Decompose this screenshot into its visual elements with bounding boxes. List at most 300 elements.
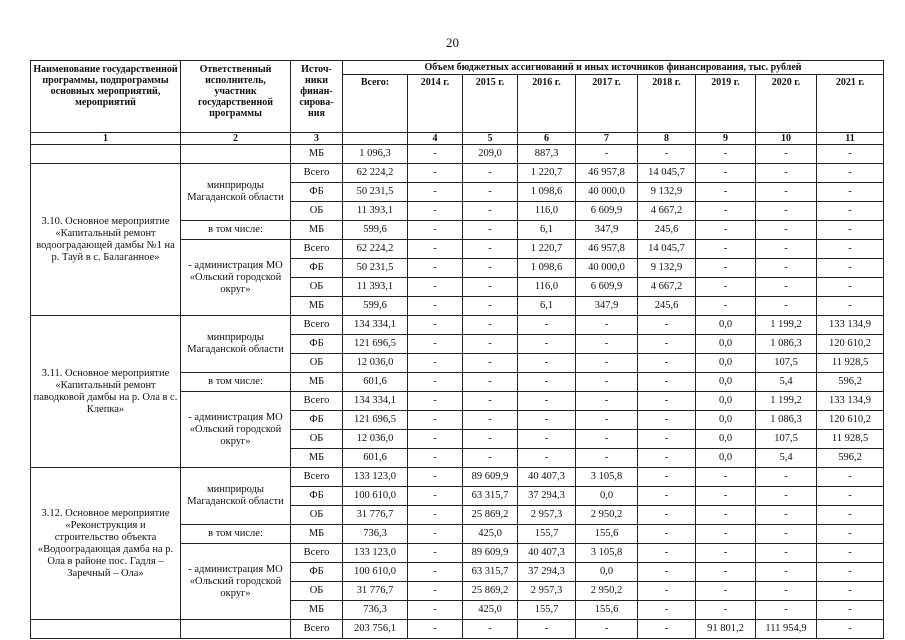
header-responsible: Ответственный исполнитель, участник государственной программы (181, 61, 291, 133)
header-index: 9 (696, 133, 756, 145)
header-index: 3 (291, 133, 343, 145)
budget-table (30, 60, 884, 639)
source-cell: ОБ (291, 430, 343, 449)
value-cell: 596,2 (817, 373, 884, 392)
value-cell: - (408, 202, 463, 221)
value-cell: 37 294,3 (518, 487, 576, 506)
value-cell: - (518, 411, 576, 430)
value-cell: 3 105,8 (576, 468, 638, 487)
value-cell: - (408, 316, 463, 335)
value-cell: 1 199,2 (756, 392, 817, 411)
value-cell: 887,3 (518, 145, 576, 164)
value-cell: 40 000,0 (576, 259, 638, 278)
value-cell: - (817, 145, 884, 164)
value-cell: 50 231,5 (343, 183, 408, 202)
value-cell: 347,9 (576, 221, 638, 240)
table-row (31, 316, 884, 335)
value-cell: - (408, 430, 463, 449)
value-cell: - (638, 354, 696, 373)
program-name: 3.10. Основное мероприятие «Капитальный ремонт водооградающей дамбы №1 на р. Тауй в с. Балаганное» (31, 164, 181, 316)
value-cell: - (518, 354, 576, 373)
value-cell: 5,4 (756, 373, 817, 392)
value-cell: - (817, 468, 884, 487)
value-cell: 116,0 (518, 202, 576, 221)
value-cell: - (696, 259, 756, 278)
value-cell: 9 132,9 (638, 183, 696, 202)
value-cell: 0,0 (696, 335, 756, 354)
header-year: 2015 г. (463, 75, 518, 133)
value-cell: 111 954,9 (756, 620, 817, 639)
table-row (31, 468, 884, 487)
source-cell: ОБ (291, 278, 343, 297)
header-source: Источ-ники финан-сирова-ния (291, 61, 343, 133)
value-cell: 25 869,2 (463, 582, 518, 601)
value-cell: 736,3 (343, 525, 408, 544)
page-number: 20 (446, 35, 459, 50)
source-cell: ФБ (291, 183, 343, 202)
value-cell: - (463, 373, 518, 392)
value-cell: - (696, 202, 756, 221)
value-cell: - (408, 525, 463, 544)
value-cell: 0,0 (696, 316, 756, 335)
value-cell: - (817, 240, 884, 259)
value-cell: - (756, 297, 817, 316)
value-cell: - (817, 582, 884, 601)
source-cell: ОБ (291, 506, 343, 525)
value-cell: 0,0 (696, 449, 756, 468)
value-cell: - (756, 278, 817, 297)
value-cell: - (638, 373, 696, 392)
source-cell: Всего (291, 392, 343, 411)
header-index: 8 (638, 133, 696, 145)
header-index: 5 (463, 133, 518, 145)
including-label: в том числе: (181, 373, 291, 392)
value-cell: 31 776,7 (343, 582, 408, 601)
source-cell: Всего (291, 468, 343, 487)
value-cell: - (756, 183, 817, 202)
value-cell: - (756, 487, 817, 506)
value-cell: - (638, 544, 696, 563)
value-cell: 1 098,6 (518, 259, 576, 278)
value-cell: - (518, 430, 576, 449)
value-cell: 0,0 (696, 354, 756, 373)
source-cell: Всего (291, 240, 343, 259)
value-cell: 6,1 (518, 297, 576, 316)
participant-executor: - администрация МО «Ольский городской округ» (181, 392, 291, 468)
value-cell: - (696, 525, 756, 544)
value-cell: - (576, 145, 638, 164)
including-label: в том числе: (181, 525, 291, 544)
value-cell: 601,6 (343, 373, 408, 392)
value-cell: 107,5 (756, 430, 817, 449)
value-cell: - (463, 411, 518, 430)
value-cell: - (696, 297, 756, 316)
value-cell: - (638, 430, 696, 449)
source-cell: МБ (291, 449, 343, 468)
value-cell: 25 869,2 (463, 506, 518, 525)
value-cell: - (463, 335, 518, 354)
value-cell: - (408, 259, 463, 278)
value-cell: - (408, 354, 463, 373)
value-cell: - (408, 392, 463, 411)
value-cell: - (576, 354, 638, 373)
value-cell: 1 199,2 (756, 316, 817, 335)
participant-executor: - администрация МО «Ольский городской округ» (181, 240, 291, 316)
value-cell: - (638, 145, 696, 164)
value-cell: - (638, 525, 696, 544)
header-index (343, 133, 408, 145)
value-cell: - (756, 525, 817, 544)
value-cell: 155,7 (518, 525, 576, 544)
source-cell: МБ (291, 221, 343, 240)
value-cell: - (463, 316, 518, 335)
source-cell: ФБ (291, 563, 343, 582)
value-cell: - (408, 164, 463, 183)
value-cell: - (638, 468, 696, 487)
value-cell: - (463, 354, 518, 373)
value-cell: - (463, 430, 518, 449)
value-cell: 12 036,0 (343, 430, 408, 449)
source-cell: ФБ (291, 259, 343, 278)
program-name: 3.12. Основное мероприятие «Реконструкция и строительство объекта «Водооградающая дамба на р. Ола в районе пос. Гадля – Заречный – Ола» (31, 468, 181, 620)
value-cell: - (463, 164, 518, 183)
source-cell: ОБ (291, 582, 343, 601)
value-cell: - (756, 563, 817, 582)
value-cell: - (756, 506, 817, 525)
value-cell: 2 950,2 (576, 506, 638, 525)
value-cell: - (756, 601, 817, 620)
value-cell: - (638, 411, 696, 430)
header-index: 7 (576, 133, 638, 145)
value-cell: 1 220,7 (518, 164, 576, 183)
value-cell: - (817, 221, 884, 240)
value-cell: 40 407,3 (518, 544, 576, 563)
value-cell: 100 610,0 (343, 563, 408, 582)
header-year: 2018 г. (638, 75, 696, 133)
value-cell: 63 315,7 (463, 563, 518, 582)
value-cell: - (817, 278, 884, 297)
value-cell: 134 334,1 (343, 316, 408, 335)
value-cell: - (638, 506, 696, 525)
value-cell: - (408, 221, 463, 240)
value-cell: - (408, 278, 463, 297)
value-cell: - (408, 544, 463, 563)
value-cell: 203 756,1 (343, 620, 408, 639)
value-cell: 0,0 (696, 411, 756, 430)
source-cell: ОБ (291, 202, 343, 221)
value-cell: 40 000,0 (576, 183, 638, 202)
header-year: 2019 г. (696, 75, 756, 133)
value-cell: - (576, 373, 638, 392)
value-cell: 120 610,2 (817, 411, 884, 430)
value-cell: - (756, 240, 817, 259)
value-cell: - (638, 582, 696, 601)
value-cell: 14 045,7 (638, 164, 696, 183)
value-cell: - (408, 468, 463, 487)
value-cell: 6,1 (518, 221, 576, 240)
value-cell: - (696, 544, 756, 563)
value-cell: - (463, 620, 518, 639)
empty-cell (181, 145, 291, 164)
value-cell: - (638, 449, 696, 468)
value-cell: 116,0 (518, 278, 576, 297)
value-cell: - (463, 183, 518, 202)
value-cell: - (576, 316, 638, 335)
value-cell: - (756, 468, 817, 487)
value-cell: - (696, 145, 756, 164)
value-cell: - (408, 620, 463, 639)
value-cell: 1 098,6 (518, 183, 576, 202)
source-cell: МБ (291, 601, 343, 620)
value-cell: - (576, 430, 638, 449)
value-cell: 0,0 (696, 373, 756, 392)
value-cell: 40 407,3 (518, 468, 576, 487)
value-cell: 133 134,9 (817, 392, 884, 411)
value-cell: - (756, 544, 817, 563)
value-cell: - (518, 620, 576, 639)
value-cell: 12 036,0 (343, 354, 408, 373)
value-cell: 62 224,2 (343, 164, 408, 183)
value-cell: - (696, 582, 756, 601)
value-cell: - (463, 278, 518, 297)
source-cell: Всего (291, 316, 343, 335)
source-cell: Всего (291, 164, 343, 183)
value-cell: - (638, 620, 696, 639)
value-cell: 1 096,3 (343, 145, 408, 164)
value-cell: - (817, 297, 884, 316)
value-cell: 133 134,9 (817, 316, 884, 335)
value-cell: - (756, 221, 817, 240)
empty-cell (181, 620, 291, 639)
value-cell: 37 294,3 (518, 563, 576, 582)
header-year: 2016 г. (518, 75, 576, 133)
value-cell: 120 610,2 (817, 335, 884, 354)
value-cell: 6 609,9 (576, 202, 638, 221)
value-cell: 31 776,7 (343, 506, 408, 525)
value-cell: - (463, 240, 518, 259)
participant-executor: - администрация МО «Ольский городской округ» (181, 544, 291, 620)
value-cell: - (696, 487, 756, 506)
value-cell: 2 950,2 (576, 582, 638, 601)
value-cell: 599,6 (343, 221, 408, 240)
value-cell: - (817, 620, 884, 639)
header-index: 1 (31, 133, 181, 145)
value-cell: 5,4 (756, 449, 817, 468)
header-year: 2021 г. (817, 75, 884, 133)
value-cell: 1 220,7 (518, 240, 576, 259)
value-cell: - (576, 335, 638, 354)
header-volume: Объем бюджетных ассигнований и иных источников финансирования, тыс. рублей (343, 61, 884, 75)
value-cell: 133 123,0 (343, 544, 408, 563)
value-cell: - (463, 392, 518, 411)
program-name: 3.11. Основное мероприятие «Капитальный ремонт паводковой дамбы на р. Ола в с. Клепка» (31, 316, 181, 468)
value-cell: 245,6 (638, 297, 696, 316)
value-cell: 4 667,2 (638, 202, 696, 221)
value-cell: - (817, 601, 884, 620)
header-index: 11 (817, 133, 884, 145)
header-index: 4 (408, 133, 463, 145)
value-cell: 245,6 (638, 221, 696, 240)
value-cell: - (817, 544, 884, 563)
value-cell: 63 315,7 (463, 487, 518, 506)
value-cell: 133 123,0 (343, 468, 408, 487)
value-cell: - (756, 202, 817, 221)
value-cell: 425,0 (463, 525, 518, 544)
value-cell: - (408, 335, 463, 354)
value-cell: 736,3 (343, 601, 408, 620)
value-cell: 4 667,2 (638, 278, 696, 297)
value-cell: 134 334,1 (343, 392, 408, 411)
value-cell: - (576, 392, 638, 411)
source-cell: Всего (291, 544, 343, 563)
value-cell: - (638, 601, 696, 620)
value-cell: 599,6 (343, 297, 408, 316)
value-cell: - (756, 259, 817, 278)
header-year: 2017 г. (576, 75, 638, 133)
responsible-executor: минприроды Магаданской области (181, 316, 291, 373)
value-cell: - (638, 563, 696, 582)
value-cell: - (463, 297, 518, 316)
source-cell: Всего (291, 620, 343, 639)
value-cell: - (638, 335, 696, 354)
header-index: 6 (518, 133, 576, 145)
value-cell: - (518, 373, 576, 392)
value-cell: 89 609,9 (463, 468, 518, 487)
value-cell: 46 957,8 (576, 240, 638, 259)
value-cell: 1 086,3 (756, 335, 817, 354)
source-cell: МБ (291, 373, 343, 392)
value-cell: - (638, 487, 696, 506)
value-cell: - (817, 487, 884, 506)
value-cell: 601,6 (343, 449, 408, 468)
value-cell: 3 105,8 (576, 544, 638, 563)
source-cell: МБ (291, 525, 343, 544)
value-cell: - (408, 563, 463, 582)
value-cell: 121 696,5 (343, 335, 408, 354)
value-cell: - (576, 411, 638, 430)
header-program: Наименование государственной программы, подпрограммы основных мероприятий, мероприятий (31, 61, 181, 133)
value-cell: - (408, 601, 463, 620)
header-year: 2020 г. (756, 75, 817, 133)
empty-cell (31, 145, 181, 164)
value-cell: - (463, 259, 518, 278)
value-cell: 1 086,3 (756, 411, 817, 430)
value-cell: - (817, 506, 884, 525)
value-cell: - (408, 506, 463, 525)
value-cell: - (518, 449, 576, 468)
value-cell: - (408, 487, 463, 506)
empty-cell (31, 620, 181, 639)
value-cell: - (408, 297, 463, 316)
header-index: 10 (756, 133, 817, 145)
value-cell: - (696, 240, 756, 259)
source-cell: МБ (291, 297, 343, 316)
value-cell: - (408, 411, 463, 430)
value-cell: - (696, 221, 756, 240)
value-cell: 14 045,7 (638, 240, 696, 259)
value-cell: - (696, 164, 756, 183)
value-cell: - (696, 183, 756, 202)
value-cell: - (463, 449, 518, 468)
value-cell: - (756, 582, 817, 601)
value-cell: - (756, 164, 817, 183)
value-cell: 11 393,1 (343, 278, 408, 297)
value-cell: - (696, 278, 756, 297)
source-cell: ФБ (291, 411, 343, 430)
value-cell: 2 957,3 (518, 582, 576, 601)
header-index: 2 (181, 133, 291, 145)
value-cell: 6 609,9 (576, 278, 638, 297)
value-cell: - (756, 145, 817, 164)
value-cell: 100 610,0 (343, 487, 408, 506)
value-cell: 0,0 (696, 392, 756, 411)
value-cell: 62 224,2 (343, 240, 408, 259)
value-cell: 121 696,5 (343, 411, 408, 430)
value-cell: 596,2 (817, 449, 884, 468)
value-cell: 0,0 (696, 430, 756, 449)
table-row (31, 620, 884, 639)
value-cell: 11 393,1 (343, 202, 408, 221)
value-cell: - (817, 164, 884, 183)
value-cell: - (408, 582, 463, 601)
value-cell: - (518, 316, 576, 335)
value-cell: 0,0 (576, 487, 638, 506)
responsible-executor: минприроды Магаданской области (181, 468, 291, 525)
value-cell: - (518, 335, 576, 354)
value-cell: - (817, 183, 884, 202)
header-year: Всего: (343, 75, 408, 133)
source-cell: ФБ (291, 487, 343, 506)
value-cell: - (638, 392, 696, 411)
value-cell: - (408, 373, 463, 392)
value-cell: - (408, 145, 463, 164)
value-cell: 0,0 (576, 563, 638, 582)
value-cell: - (463, 221, 518, 240)
value-cell: 107,5 (756, 354, 817, 373)
value-cell: 50 231,5 (343, 259, 408, 278)
responsible-executor: минприроды Магаданской области (181, 164, 291, 221)
value-cell: 155,6 (576, 601, 638, 620)
value-cell: 11 928,5 (817, 430, 884, 449)
value-cell: 9 132,9 (638, 259, 696, 278)
value-cell: - (463, 202, 518, 221)
table-row (31, 145, 884, 164)
value-cell: - (696, 563, 756, 582)
value-cell: - (817, 525, 884, 544)
value-cell: 91 801,2 (696, 620, 756, 639)
value-cell: 46 957,8 (576, 164, 638, 183)
value-cell: 89 609,9 (463, 544, 518, 563)
value-cell: - (408, 183, 463, 202)
value-cell: 155,7 (518, 601, 576, 620)
value-cell: - (696, 506, 756, 525)
value-cell: - (696, 601, 756, 620)
value-cell: - (696, 468, 756, 487)
value-cell: 347,9 (576, 297, 638, 316)
value-cell: - (817, 563, 884, 582)
header-year: 2014 г. (408, 75, 463, 133)
value-cell: 209,0 (463, 145, 518, 164)
including-label: в том числе: (181, 221, 291, 240)
value-cell: 2 957,3 (518, 506, 576, 525)
value-cell: - (576, 449, 638, 468)
source-cell: ФБ (291, 335, 343, 354)
value-cell: 425,0 (463, 601, 518, 620)
table-row (31, 164, 884, 183)
value-cell: - (408, 240, 463, 259)
value-cell: - (576, 620, 638, 639)
value-cell: 11 928,5 (817, 354, 884, 373)
